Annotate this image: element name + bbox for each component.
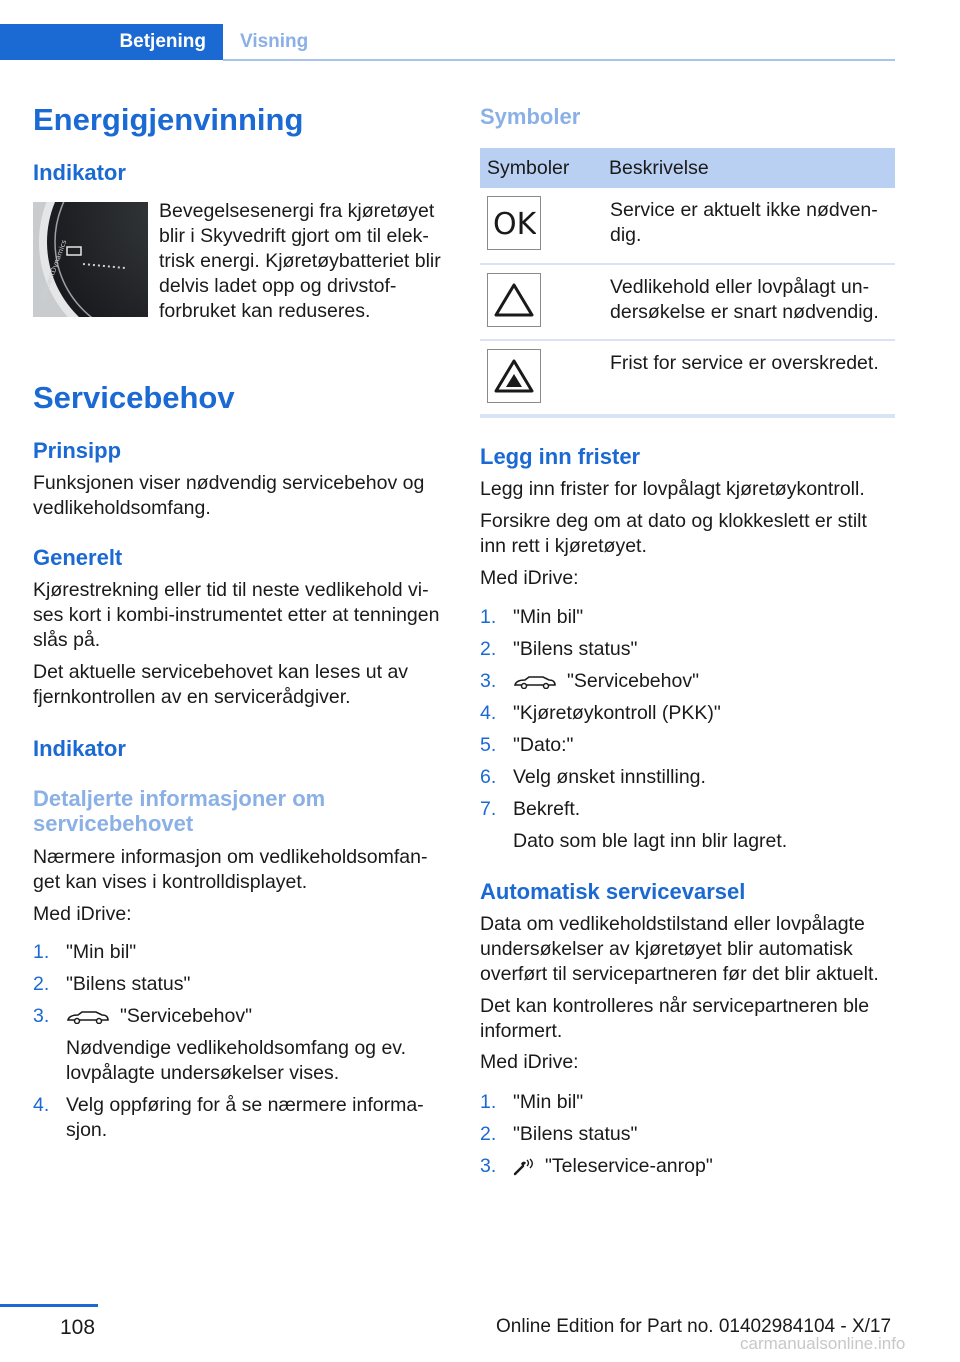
table-header-row bbox=[480, 148, 895, 188]
car-icon bbox=[66, 1010, 110, 1024]
ok-icon bbox=[487, 196, 541, 250]
energy-indicator-heading: Indikator bbox=[33, 160, 126, 185]
list-item: 1. "Min bil" bbox=[33, 941, 137, 963]
teleservice-icon bbox=[513, 1158, 535, 1176]
detail-text: Nærmere informasjon om vedlikeholdsomfanget kan vises i kontrolldisplayet. bbox=[33, 846, 428, 893]
detail-heading-line2: servicebehovet bbox=[33, 811, 194, 836]
page-header bbox=[0, 24, 895, 62]
list-item: 2. "Bilens status" bbox=[33, 973, 191, 995]
principle-heading: Prinsipp bbox=[33, 438, 122, 463]
deadline-heading: Legg inn frister bbox=[480, 444, 641, 469]
footer-divider bbox=[0, 1304, 98, 1307]
general-text-1: Kjørestrekning eller tid til neste vedlikehold vises kort i kombi-instrumentet etter at tenningen slås på. bbox=[33, 579, 440, 651]
table-row: Vedlikehold eller lovpålagt undersøkelse er snart nødvendig. bbox=[480, 264, 895, 340]
right-steps-list bbox=[480, 605, 895, 861]
tab-betjening[interactable]: Betjening bbox=[0, 24, 223, 60]
idrive-label-left: Med iDrive: bbox=[33, 903, 132, 925]
list-item: 3. "Teleservice-anrop" bbox=[480, 1155, 713, 1177]
list-item: 2. "Bilens status" bbox=[480, 1123, 638, 1145]
svg-text:EfficientDynamics: EfficientDynamics bbox=[39, 238, 69, 301]
list-item: 4. Velg oppføring for å se nærmere informasjon. bbox=[33, 1094, 424, 1141]
column-header-description: Beskrivelse bbox=[602, 148, 895, 188]
auto-service-heading: Automatisk servicevarsel bbox=[480, 879, 746, 904]
watermark: carmanualsonline.info bbox=[740, 1334, 906, 1353]
principle-text: Funksjonen viser nødvendig servicebehov og vedlikeholdsomfang. bbox=[33, 472, 425, 519]
energy-indicator-text: Bevegelsesenergi fra kjøretøyet blir i Skyvedrift gjort om til elektrisk energi. Kjøretøybatteriet blir delvis ladet opp og drivstofforbruket kan reduseres. bbox=[159, 200, 441, 322]
list-item: 3. "Servicebehov" Nødvendige vedlikeholdsomfang og ev. lovpålagte undersøkelser vises. bbox=[33, 1005, 407, 1084]
svg-text:OK: OK bbox=[493, 208, 536, 238]
idrive-label-right: Med iDrive: bbox=[480, 567, 579, 589]
overdue-triangle-icon bbox=[487, 349, 541, 403]
list-item: 3. "Servicebehov" bbox=[480, 670, 699, 692]
list-item: 7. Bekreft. Dato som ble lagt inn blir lagret. bbox=[480, 798, 788, 852]
table-row: Frist for service er overskredet. bbox=[480, 340, 895, 416]
detail-heading-line1: Detaljerte informasjoner om bbox=[33, 786, 326, 811]
auto-service-text-2: Det kan kontrolleres når servicepartneren ble informert. bbox=[480, 995, 870, 1042]
left-steps-list bbox=[33, 940, 443, 1150]
efficient-dynamics-gauge-image bbox=[33, 202, 148, 317]
warning-triangle-icon bbox=[487, 273, 541, 327]
car-icon bbox=[513, 675, 557, 689]
general-heading: Generelt bbox=[33, 545, 123, 570]
page-number: 108 bbox=[60, 1316, 96, 1339]
deadline-text-1: Legg inn frister for lovpålagt kjøretøykontroll. bbox=[480, 478, 865, 500]
auto-steps-list bbox=[480, 1090, 895, 1186]
gauge-icon bbox=[33, 202, 148, 317]
list-item: 2. "Bilens status" bbox=[480, 638, 638, 660]
general-text-2: Det aktuelle servicebehovet kan leses ut av fjernkontrollen av en servicerådgiver. bbox=[33, 661, 409, 708]
idrive-label-auto: Med iDrive: bbox=[480, 1051, 579, 1073]
indicator-heading: Indikator bbox=[33, 736, 126, 761]
service-title: Servicebehov bbox=[33, 380, 235, 415]
table-bottom-rule bbox=[480, 414, 895, 418]
list-item: 1. "Min bil" bbox=[480, 1091, 584, 1113]
list-item: 5. "Dato:" bbox=[480, 734, 574, 756]
table-row: OK Service er aktuelt ikke nødvendig. bbox=[480, 188, 895, 264]
header-divider bbox=[223, 59, 895, 61]
list-item: 1. "Min bil" bbox=[480, 606, 584, 628]
list-item: 6. Velg ønsket innstilling. bbox=[480, 766, 706, 788]
list-item: 4. "Kjøretøykontroll (PKK)" bbox=[480, 702, 721, 724]
auto-service-text-1: Data om vedlikeholdstilstand eller lovpålagte undersøkelser av kjøretøyet blir automatisk overført til servicepartneren før det blir aktuelt. bbox=[480, 913, 879, 985]
edition-text: Online Edition for Part no. 01402984104 - X/17 bbox=[496, 1316, 892, 1337]
symbols-title: Symboler bbox=[480, 104, 581, 129]
symbols-table bbox=[480, 148, 895, 417]
energy-title: Energigjenvinning bbox=[33, 102, 304, 137]
column-header-symbols: Symboler bbox=[480, 148, 602, 188]
tab-visning[interactable]: Visning bbox=[240, 31, 309, 52]
deadline-text-2: Forsikre deg om at dato og klokkeslett er stilt inn rett i kjøretøyet. bbox=[480, 510, 867, 557]
